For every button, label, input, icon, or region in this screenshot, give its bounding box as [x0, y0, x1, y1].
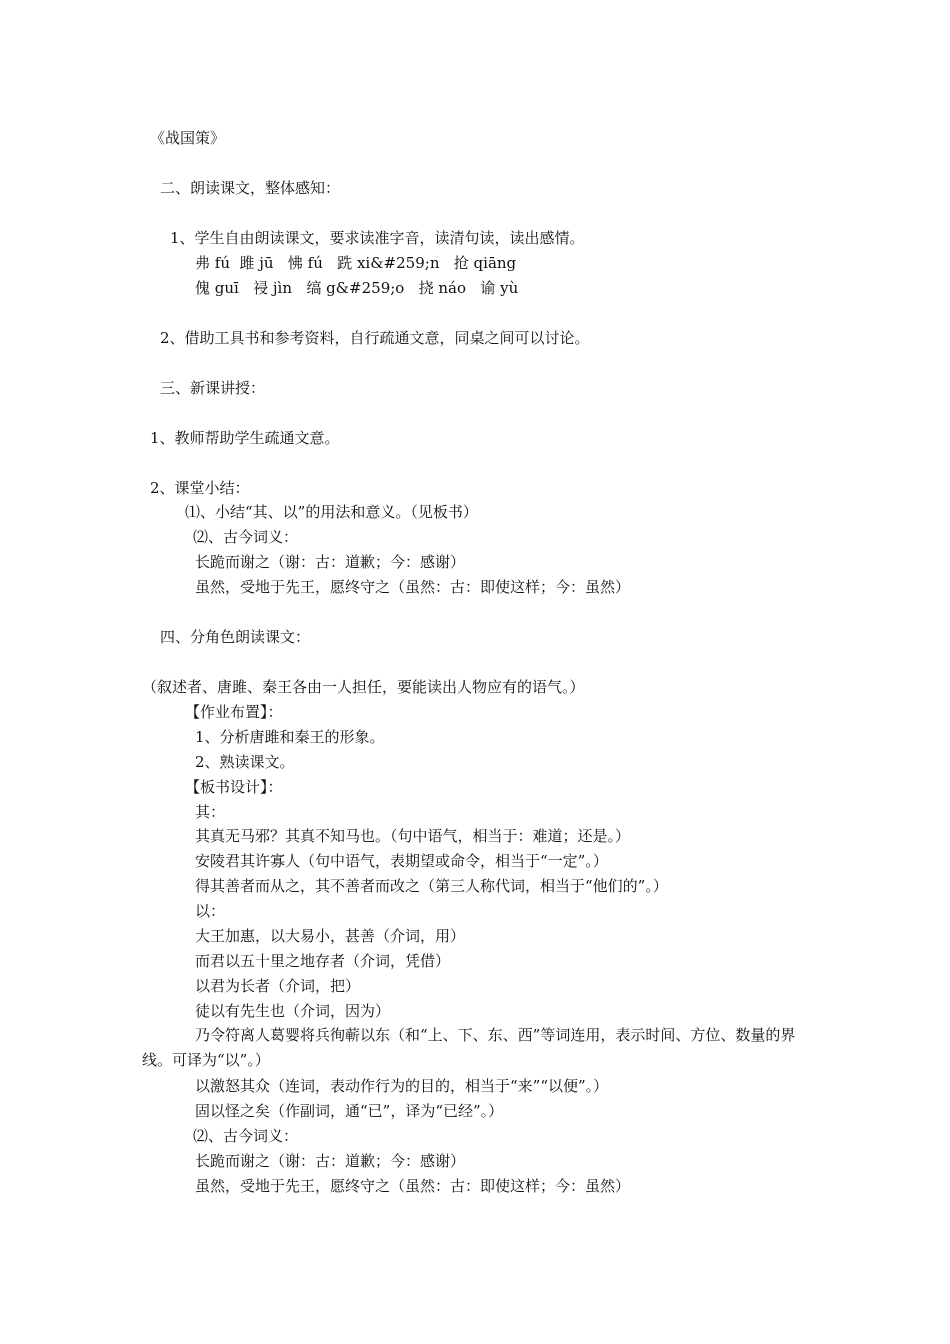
qi-example-1: 其真无马邪？其真不知马也。（句中语气，相当于：难道；还是。）	[195, 827, 631, 845]
gujin-heading: ⑵、古今词义：	[193, 1127, 299, 1145]
pinyin-line-1: 弗 fú 雎 jū 怫 fú 跣 xi&#259;n 抢 qiāng	[195, 254, 517, 272]
yi-example-3: 以君为长者（介词，把）	[195, 977, 361, 995]
s3-item-1: 1、教师帮助学生疏通文意。	[150, 429, 340, 447]
board-heading: 【板书设计】：	[185, 778, 283, 796]
homework-item-1: 1、分析唐雎和秦王的形象。	[195, 728, 385, 746]
homework-item-2: 2、熟读课文。	[195, 753, 295, 771]
qi-label: 其：	[195, 803, 226, 821]
gujin-example-1: 长跪而谢之（谢：古：道歉；今：感谢）	[195, 1152, 466, 1170]
roles-note: （叙述者、唐雎、秦王各由一人担任，要能读出人物应有的语气。）	[142, 678, 585, 696]
summary-point-1: ⑴、小结“其、以”的用法和意义。（见板书）	[185, 503, 478, 521]
section-3-heading: 三、新课讲授：	[160, 379, 266, 397]
ancient-meaning-2: 虽然，受地于先王，愿终守之（虽然：古：即使这样；今：虽然）	[195, 578, 631, 596]
s2-item-1: 1、学生自由朗读课文，要求读准字音，读清句读，读出感情。	[170, 229, 585, 247]
s2-item-2: 2、借助工具书和参考资料，自行疏通文意，同桌之间可以讨论。	[160, 329, 590, 347]
s3-item-2: 2、课堂小结：	[150, 479, 250, 497]
summary-point-2: ⑵、古今词义：	[193, 528, 299, 546]
yi-example-4: 徒以有先生也（介词，因为）	[195, 1002, 391, 1020]
yi-example-6: 以激怒其众（连词，表动作行为的目的，相当于“来”“以便”。）	[195, 1077, 609, 1095]
section-4-heading: 四、分角色朗读课文：	[160, 628, 311, 646]
qi-example-2: 安陵君其许寡人（句中语气，表期望或命令，相当于“一定”。）	[195, 852, 608, 870]
yi-example-1: 大王加惠，以大易小，甚善（介词，用）	[195, 927, 466, 945]
source-title: 《战国策》	[150, 129, 226, 147]
yi-example-2: 而君以五十里之地存者（介词，凭借）	[195, 952, 451, 970]
pinyin-line-2: 傀 guī 祲 jìn 缟 g&#259;o 挠 náo 谕 yù	[195, 279, 519, 297]
yi-example-5: 乃令符离人葛婴将兵徇蕲以东（和“上、下、东、西”等词连用，表示时间、方位、数量的界线。可译为“以”。）	[142, 1026, 796, 1069]
yi-label: 以：	[195, 902, 226, 920]
yi-example-7: 固以怪之矣（作副词，通“已”，译为“已经”。）	[195, 1102, 504, 1120]
section-2-heading: 二、朗读课文，整体感知：	[160, 179, 341, 197]
homework-heading: 【作业布置】：	[185, 703, 283, 721]
gujin-example-2: 虽然，受地于先王，愿终守之（虽然：古：即使这样；今：虽然）	[195, 1177, 631, 1195]
ancient-meaning-1: 长跪而谢之（谢：古：道歉；今：感谢）	[195, 553, 466, 571]
qi-example-3: 得其善者而从之，其不善者而改之（第三人称代词，相当于“他们的”。）	[195, 877, 668, 895]
